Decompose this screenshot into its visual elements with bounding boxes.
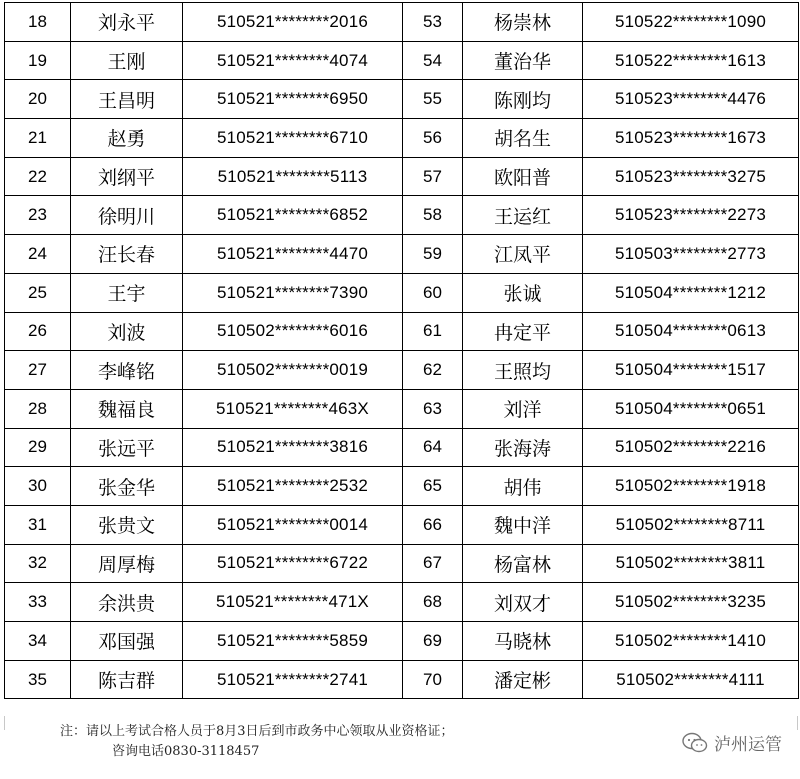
person-name: 王运红 [463,196,583,235]
id-number: 510502********0019 [183,351,403,390]
id-number: 510504********0651 [583,389,799,428]
id-number: 510521********7390 [183,273,403,312]
qualified-personnel-table [4,2,799,699]
id-number: 510521********4074 [183,41,403,80]
row-number: 19 [5,41,71,80]
person-name: 周厚梅 [71,544,183,583]
person-name: 张远平 [71,428,183,467]
table-row [5,660,799,699]
person-name: 刘洋 [463,389,583,428]
person-name: 王刚 [71,41,183,80]
table-row [5,505,799,544]
row-number: 67 [403,544,463,583]
note-line-2: 咨询电话0830-3118457 [112,744,260,759]
table-row [5,235,799,274]
person-name: 刘双才 [463,583,583,622]
row-number: 62 [403,351,463,390]
row-number: 22 [5,157,71,196]
row-number: 23 [5,196,71,235]
table-row [5,351,799,390]
id-number: 510502********3811 [583,544,799,583]
table-body [5,3,799,699]
table-row [5,622,799,661]
row-number: 24 [5,235,71,274]
table-row [5,312,799,351]
person-name: 王照均 [463,351,583,390]
person-name: 张金华 [71,467,183,506]
sheet-gridline [797,716,798,730]
id-number: 510502********1410 [583,622,799,661]
id-number: 510522********1090 [583,3,799,42]
person-name: 王宇 [71,273,183,312]
person-name: 马晓林 [463,622,583,661]
id-number: 510504********1517 [583,351,799,390]
row-number: 65 [403,467,463,506]
id-number: 510521********6722 [183,544,403,583]
person-name: 魏福良 [71,389,183,428]
row-number: 35 [5,660,71,699]
table-row [5,583,799,622]
person-name: 江凤平 [463,235,583,274]
person-name: 李峰铭 [71,351,183,390]
row-number: 26 [5,312,71,351]
row-number: 28 [5,389,71,428]
id-number: 510523********2273 [583,196,799,235]
person-name: 胡名生 [463,119,583,158]
row-number: 59 [403,235,463,274]
row-number: 21 [5,119,71,158]
person-name: 汪长春 [71,235,183,274]
id-number: 510521********6950 [183,80,403,119]
person-name: 刘永平 [71,3,183,42]
person-name: 陈刚均 [463,80,583,119]
person-name: 胡伟 [463,467,583,506]
row-number: 34 [5,622,71,661]
row-number: 64 [403,428,463,467]
id-number: 510504********1212 [583,273,799,312]
person-name: 陈吉群 [71,660,183,699]
row-number: 18 [5,3,71,42]
id-number: 510502********6016 [183,312,403,351]
account-watermark [682,730,782,755]
person-name: 王昌明 [71,80,183,119]
row-number: 60 [403,273,463,312]
id-number: 510521********2741 [183,660,403,699]
table-row [5,428,799,467]
table-row [5,389,799,428]
note-line-1: 注：请以上考试合格人员于8月3日后到市政务中心领取从业资格证； [60,724,454,739]
id-number: 510523********3275 [583,157,799,196]
row-number: 66 [403,505,463,544]
person-name: 魏中洋 [463,505,583,544]
id-number: 510504********0613 [583,312,799,351]
id-number: 510502********8711 [583,505,799,544]
id-number: 510521********5113 [183,157,403,196]
id-number: 510521********2016 [183,3,403,42]
row-number: 31 [5,505,71,544]
row-number: 69 [403,622,463,661]
table-row [5,80,799,119]
table-row [5,41,799,80]
id-number: 510502********1918 [583,467,799,506]
table-row [5,467,799,506]
row-number: 53 [403,3,463,42]
row-number: 27 [5,351,71,390]
id-number: 510502********4111 [583,660,799,699]
row-number: 54 [403,41,463,80]
id-number: 510521********6710 [183,119,403,158]
table-row [5,157,799,196]
person-name: 冉定平 [463,312,583,351]
table-row [5,273,799,312]
table-row [5,544,799,583]
person-name: 刘波 [71,312,183,351]
sheet-gridline [4,716,5,730]
footer-notes [60,722,620,762]
row-number: 25 [5,273,71,312]
row-number: 56 [403,119,463,158]
row-number: 68 [403,583,463,622]
row-number: 57 [403,157,463,196]
person-name: 邓国强 [71,622,183,661]
table-row [5,3,799,42]
row-number: 33 [5,583,71,622]
person-name: 余洪贵 [71,583,183,622]
id-number: 510521********4470 [183,235,403,274]
id-number: 510502********2216 [583,428,799,467]
person-name: 董治华 [463,41,583,80]
row-number: 20 [5,80,71,119]
row-number: 55 [403,80,463,119]
row-number: 63 [403,389,463,428]
watermark-text: 泸州运管 [714,735,782,755]
row-number: 70 [403,660,463,699]
row-number: 58 [403,196,463,235]
person-name: 徐明川 [71,196,183,235]
person-name: 杨富林 [463,544,583,583]
person-name: 张海涛 [463,428,583,467]
person-name: 潘定彬 [463,660,583,699]
row-number: 30 [5,467,71,506]
row-number: 29 [5,428,71,467]
id-number: 510521********2532 [183,467,403,506]
id-number: 510521********463X [183,389,403,428]
person-name: 刘纲平 [71,157,183,196]
person-name: 欧阳普 [463,157,583,196]
person-name: 张贵文 [71,505,183,544]
person-name: 杨崇林 [463,3,583,42]
row-number: 61 [403,312,463,351]
person-name: 赵勇 [71,119,183,158]
table-row [5,119,799,158]
id-number: 510521********471X [183,583,403,622]
id-number: 510522********1613 [583,41,799,80]
wechat-icon [682,732,708,754]
row-number: 32 [5,544,71,583]
id-number: 510523********4476 [583,80,799,119]
person-name: 张诚 [463,273,583,312]
id-number: 510503********2773 [583,235,799,274]
id-number: 510521********5859 [183,622,403,661]
id-number: 510521********3816 [183,428,403,467]
table-row [5,196,799,235]
id-number: 510502********3235 [583,583,799,622]
id-number: 510523********1673 [583,119,799,158]
id-number: 510521********0014 [183,505,403,544]
id-number: 510521********6852 [183,196,403,235]
